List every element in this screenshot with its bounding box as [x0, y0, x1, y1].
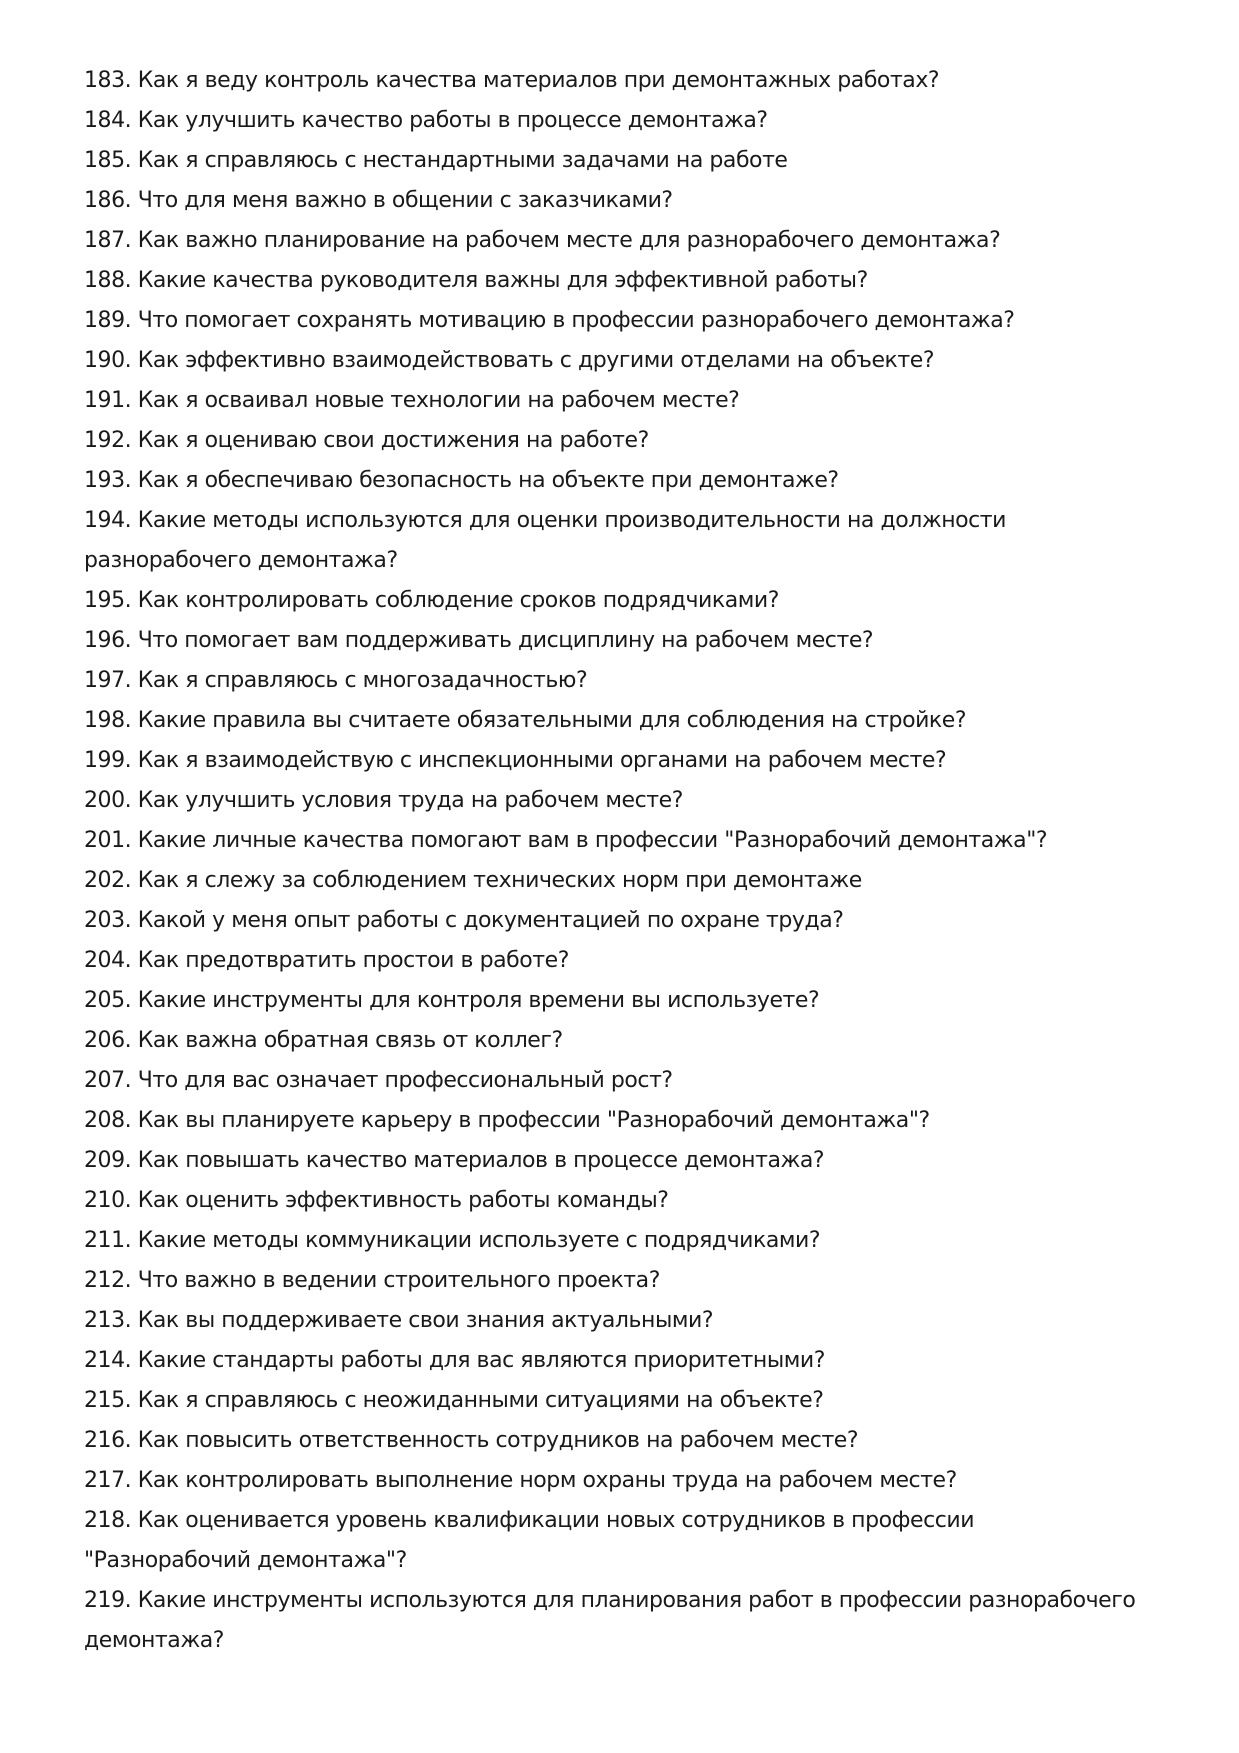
question-item: 218. Как оценивается уровень квалификации новых сотрудников в профессии "Разнорабочий демонтажа"?	[84, 1508, 975, 1573]
question-item: 191. Как я осваивал новые технологии на рабочем месте?	[84, 388, 740, 413]
question-item: 192. Как я оцениваю свои достижения на работе?	[84, 428, 649, 453]
question-item: 186. Что для меня важно в общении с заказчиками?	[84, 188, 673, 213]
question-item: 196. Что помогает вам поддерживать дисциплину на рабочем месте?	[84, 628, 874, 653]
question-item: 199. Как я взаимодействую с инспекционными органами на рабочем месте?	[84, 748, 947, 773]
question-list	[84, 61, 1174, 1661]
question-item: 201. Какие личные качества помогают вам в профессии "Разнорабочий демонтажа"?	[84, 828, 1048, 853]
question-item: 194. Какие методы используются для оценки производительности на должности разнорабочего демонтажа?	[84, 508, 1007, 573]
question-item: 209. Как повышать качество материалов в процессе демонтажа?	[84, 1148, 825, 1173]
question-item: 200. Как улучшить условия труда на рабочем месте?	[84, 788, 683, 813]
question-item: 208. Как вы планируете карьеру в профессии "Разнорабочий демонтажа"?	[84, 1108, 930, 1133]
question-item: 189. Что помогает сохранять мотивацию в профессии разнорабочего демонтажа?	[84, 308, 1015, 333]
question-item: 211. Какие методы коммуникации используете с подрядчиками?	[84, 1228, 821, 1253]
question-item: 195. Как контролировать соблюдение сроков подрядчиками?	[84, 588, 779, 613]
question-item: 202. Как я слежу за соблюдением технических норм при демонтаже	[84, 868, 862, 893]
question-item: 188. Какие качества руководителя важны для эффективной работы?	[84, 268, 868, 293]
question-item: 219. Какие инструменты используются для планирования работ в профессии разнорабочего демонтажа?	[84, 1588, 1136, 1653]
question-item: 183. Как я веду контроль качества материалов при демонтажных работах?	[84, 68, 940, 93]
question-item: 204. Как предотвратить простои в работе?	[84, 948, 569, 973]
question-item: 206. Как важна обратная связь от коллег?	[84, 1028, 563, 1053]
question-item: 203. Какой у меня опыт работы с документацией по охране труда?	[84, 908, 844, 933]
question-item: 207. Что для вас означает профессиональный рост?	[84, 1068, 673, 1093]
question-item: 212. Что важно в ведении строительного проекта?	[84, 1268, 660, 1293]
question-item: 210. Как оценить эффективность работы команды?	[84, 1188, 669, 1213]
question-item: 184. Как улучшить качество работы в процессе демонтажа?	[84, 108, 768, 133]
question-item: 215. Как я справляюсь с неожиданными ситуациями на объекте?	[84, 1388, 824, 1413]
question-item: 213. Как вы поддерживаете свои знания актуальными?	[84, 1308, 714, 1333]
question-item: 197. Как я справляюсь с многозадачностью?	[84, 668, 588, 693]
question-item: 217. Как контролировать выполнение норм охраны труда на рабочем месте?	[84, 1468, 957, 1493]
question-item: 198. Какие правила вы считаете обязательными для соблюдения на стройке?	[84, 708, 967, 733]
question-item: 187. Как важно планирование на рабочем месте для разнорабочего демонтажа?	[84, 228, 1001, 253]
question-item: 185. Как я справляюсь с нестандартными задачами на работе	[84, 148, 788, 173]
question-item: 193. Как я обеспечиваю безопасность на объекте при демонтаже?	[84, 468, 839, 493]
question-item: 214. Какие стандарты работы для вас являются приоритетными?	[84, 1348, 825, 1373]
question-item: 216. Как повысить ответственность сотрудников на рабочем месте?	[84, 1428, 859, 1453]
question-item: 190. Как эффективно взаимодействовать с другими отделами на объекте?	[84, 348, 935, 373]
question-item: 205. Какие инструменты для контроля времени вы используете?	[84, 988, 820, 1013]
